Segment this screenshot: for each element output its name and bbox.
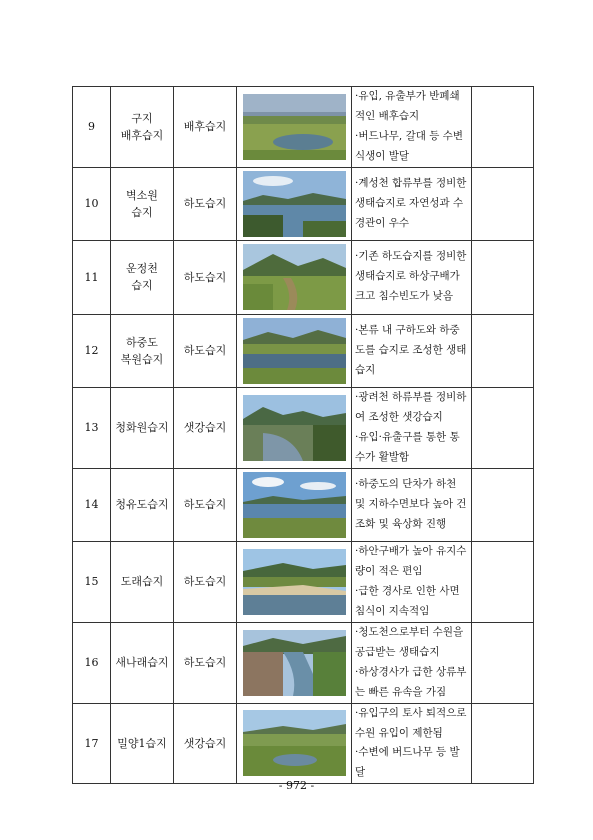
- marsh-photo: [243, 94, 346, 160]
- wetland-type: 샛강습지: [174, 703, 237, 784]
- description-item: ·유입구의 토사 퇴적으로 수원 유입이 제한됨: [355, 706, 467, 739]
- photo-cell: [237, 87, 352, 168]
- description-cell: [352, 542, 472, 623]
- empty-cell: [472, 622, 534, 703]
- wetland-type: 하도습지: [174, 622, 237, 703]
- table-row: [73, 622, 534, 703]
- row-number: 15: [73, 542, 111, 623]
- empty-cell: [472, 542, 534, 623]
- empty-cell: [472, 87, 534, 168]
- wetland-type: 배후습지: [174, 87, 237, 168]
- description-cell: [352, 387, 472, 468]
- description-item: ·기존 하도습지를 정비한 생태습지로 하상구배가 크고 침수빈도가 낮음: [355, 250, 467, 303]
- empty-cell: [472, 167, 534, 240]
- wetland-name: 하중도 복원습지: [111, 314, 174, 387]
- wetland-type: 하도습지: [174, 542, 237, 623]
- description-item: ·광려천 하류부를 정비하여 조성한 샛강습지: [355, 390, 467, 423]
- creek-photo: [243, 395, 346, 461]
- description-cell: [352, 622, 472, 703]
- table-row: [73, 241, 534, 314]
- description-item: ·하중도의 단차가 하천 및 지하수면보다 높아 건조화 및 육상화 진행: [355, 477, 467, 530]
- empty-cell: [472, 468, 534, 541]
- sandbar-photo: [243, 549, 346, 615]
- wetland-name: 청유도습지: [111, 468, 174, 541]
- row-number: 13: [73, 387, 111, 468]
- wetland-name: 청화원습지: [111, 387, 174, 468]
- description-cell: [352, 703, 472, 784]
- row-number: 10: [73, 167, 111, 240]
- page-number: - 972 -: [278, 779, 315, 792]
- wetland-name: 새나래습지: [111, 622, 174, 703]
- table-row: [73, 468, 534, 541]
- photo-cell: [237, 622, 352, 703]
- wetland-name: 벽소원 습지: [111, 167, 174, 240]
- wetland-type: 하도습지: [174, 468, 237, 541]
- table-row: [73, 387, 534, 468]
- table-row: [73, 87, 534, 168]
- table-row: [73, 703, 534, 784]
- description-item: ·수변에 버드나무 등 발달: [355, 746, 460, 779]
- row-number: 11: [73, 241, 111, 314]
- wetland-table: [72, 86, 534, 784]
- photo-cell: [237, 314, 352, 387]
- description-item: ·유입, 유출부가 반폐쇄적인 배후습지: [355, 90, 460, 122]
- photo-cell: [237, 241, 352, 314]
- photo-cell: [237, 542, 352, 623]
- lake-photo: [243, 472, 346, 538]
- wetland-type: 하도습지: [174, 314, 237, 387]
- empty-cell: [472, 703, 534, 784]
- table-row: [73, 314, 534, 387]
- photo-cell: [237, 167, 352, 240]
- description-cell: [352, 87, 472, 168]
- empty-cell: [472, 241, 534, 314]
- photo-cell: [237, 703, 352, 784]
- wetland-type: 하도습지: [174, 167, 237, 240]
- description-item: ·하안구배가 높아 유지수량이 적은 편임: [355, 545, 467, 577]
- empty-cell: [472, 387, 534, 468]
- empty-cell: [472, 314, 534, 387]
- row-number: 12: [73, 314, 111, 387]
- description-cell: [352, 241, 472, 314]
- description-item: ·급한 경사로 인한 사면 침식이 지속적임: [355, 584, 460, 617]
- description-cell: [352, 167, 472, 240]
- wetland-name: 운정천 습지: [111, 241, 174, 314]
- river-island-photo: [243, 318, 346, 384]
- wetland-name: 구지 배후습지: [111, 87, 174, 168]
- description-item: ·버드나무, 갈대 등 수변식생이 발달: [355, 129, 463, 162]
- table-row: [73, 167, 534, 240]
- river-wetland-photo: [243, 171, 346, 237]
- photo-cell: [237, 387, 352, 468]
- photo-cell: [237, 468, 352, 541]
- wetland-name: 도래습지: [111, 542, 174, 623]
- table-row: [73, 542, 534, 623]
- description-cell: [352, 314, 472, 387]
- row-number: 14: [73, 468, 111, 541]
- row-number: 9: [73, 87, 111, 168]
- description-item: ·계성천 합류부를 정비한 생태습지로 자연성과 수경관이 우수: [355, 177, 467, 229]
- wetland-name: 밀양1습지: [111, 703, 174, 784]
- mountain-wetland-photo: [243, 244, 346, 310]
- description-cell: [352, 468, 472, 541]
- description-item: ·유입·유출구를 통한 통수가 활발함: [355, 430, 460, 463]
- wetland-type: 하도습지: [174, 241, 237, 314]
- row-number: 16: [73, 622, 111, 703]
- wetland-type: 샛강습지: [174, 387, 237, 468]
- description-item: ·하상경사가 급한 상류부는 빠른 유속을 가짐: [355, 665, 467, 698]
- row-number: 17: [73, 703, 111, 784]
- description-item: ·청도천으로부터 수원을 공급받는 생태습지: [355, 625, 464, 658]
- stream-photo: [243, 630, 346, 696]
- reed-photo: [243, 710, 346, 776]
- description-item: ·본류 내 구하도와 하중도를 습지로 조성한 생태습지: [355, 323, 467, 376]
